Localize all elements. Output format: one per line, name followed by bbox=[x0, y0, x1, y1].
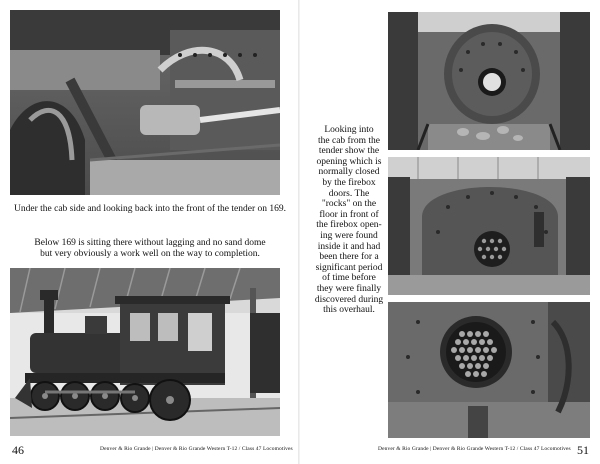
photo-firebox-tubes-image bbox=[388, 302, 590, 438]
caption-locomotive-169 bbox=[10, 238, 290, 260]
side-caption-line: this overhaul. bbox=[323, 305, 375, 316]
photo-backhead bbox=[388, 157, 590, 295]
photo-locomotive-169-image bbox=[10, 268, 280, 436]
side-caption-line: "rocks" on the bbox=[321, 199, 377, 210]
caption-locomotive-169-line2: but very obviously a work well on the way to completion. bbox=[40, 249, 260, 259]
side-caption-line: of time before bbox=[322, 273, 376, 284]
side-caption-line: the firebox open- bbox=[316, 220, 382, 231]
page-number-right: 51 bbox=[577, 443, 589, 457]
side-caption-line: inside it and had bbox=[317, 241, 381, 252]
caption-locomotive-169-line1: Below 169 is sitting there without lagging and no sand dome bbox=[34, 238, 266, 248]
side-caption-line: the cab from the bbox=[318, 135, 380, 146]
side-caption-line: significant period bbox=[315, 262, 383, 273]
side-caption-firebox bbox=[310, 125, 388, 316]
photo-cab-underside bbox=[10, 10, 280, 195]
photo-firebox-tubes bbox=[388, 302, 590, 438]
side-caption-line: Looking into bbox=[324, 125, 374, 135]
footer-left: Denver & Rio Grande | Denver & Rio Grande Western T-12 / Class 47 Locomotives bbox=[100, 446, 293, 452]
photo-backhead-image bbox=[388, 157, 590, 295]
side-caption-line: been there for a bbox=[319, 252, 379, 263]
side-caption-line: normally closed bbox=[318, 167, 380, 178]
footer-right: Denver & Rio Grande | Denver & Rio Grande Western T-12 / Class 47 Locomotives bbox=[378, 446, 571, 452]
side-caption-line: by the firebox bbox=[322, 177, 376, 188]
right-page bbox=[300, 0, 600, 464]
side-caption-line: floor in front of bbox=[319, 209, 379, 220]
side-caption-line: discovered during bbox=[314, 294, 384, 305]
side-caption-line: opening which is bbox=[316, 156, 382, 167]
page-number-left: 46 bbox=[12, 443, 24, 457]
photo-locomotive-169 bbox=[10, 268, 280, 436]
side-caption-line: doors. The bbox=[328, 188, 370, 199]
side-caption-line: tender show the bbox=[318, 146, 380, 157]
side-caption-line: they were finally bbox=[316, 283, 382, 294]
side-caption-line: ing were found bbox=[320, 230, 378, 241]
caption-cab-underside: Under the cab side and looking back into the front of the tender on 169. bbox=[14, 204, 286, 214]
photo-cab-firebox-opening bbox=[388, 12, 590, 150]
photo-cab-firebox-opening-image bbox=[388, 12, 590, 150]
photo-cab-underside-image bbox=[10, 10, 280, 195]
